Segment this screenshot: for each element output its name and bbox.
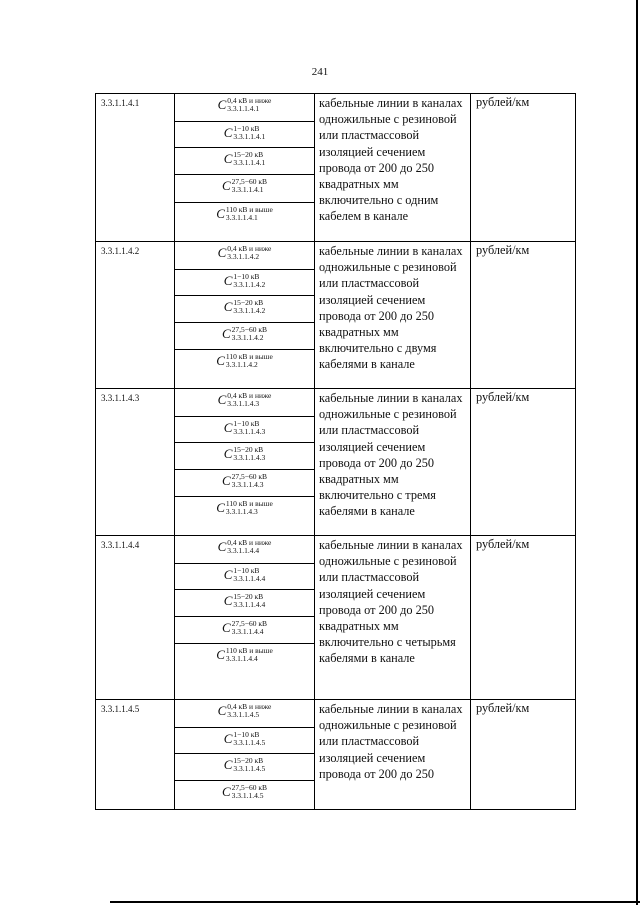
formula-symbol: C: [223, 420, 233, 435]
rate-formula: [175, 97, 314, 113]
formula-cell: [175, 270, 314, 296]
formula-voltage: 0,4 кВ и ниже: [227, 702, 272, 712]
formula-voltage: 15−20 кВ: [233, 592, 264, 602]
rate-formula: [175, 420, 314, 436]
formula-cell: [175, 203, 314, 241]
formula-voltage: 27,5−60 кВ: [231, 619, 268, 629]
rate-formula: [175, 392, 314, 408]
formula-voltage: 15−20 кВ: [233, 445, 264, 455]
formula-cell: [175, 323, 314, 350]
rate-formula: [175, 446, 314, 462]
formula-voltage: 27,5−60 кВ: [231, 783, 268, 793]
rate-formula: [175, 703, 314, 719]
formula-index: 3.3.1.1.4.1: [233, 158, 266, 168]
formula-cell: [175, 644, 314, 699]
formula-column: [175, 389, 315, 536]
formula-symbol: C: [221, 473, 231, 488]
formula-symbol: C: [217, 245, 227, 260]
formula-symbol: C: [217, 539, 227, 554]
formula-cell: [175, 122, 314, 148]
row-description: кабельные линии в каналах одножильные с резиновой или пластмассовой изоляцией сечением провода от 200 до 250 квадратных мм включительно с тремя кабелями в канале: [315, 389, 471, 536]
formula-index: 3.3.1.1.4.1: [227, 104, 260, 114]
formula-voltage: 0,4 кВ и ниже: [227, 538, 272, 548]
table-row: [96, 94, 576, 242]
formula-symbol: C: [216, 500, 225, 515]
formula-index: 3.3.1.1.4.1: [233, 132, 266, 142]
formula-cell: [175, 417, 314, 443]
table-row: [96, 700, 576, 810]
formula-index: 3.3.1.1.4.3: [233, 453, 266, 463]
row-code: 3.3.1.1.4.5: [96, 700, 175, 810]
rate-formula: [175, 567, 314, 583]
formula-cell: [175, 296, 314, 323]
formula-symbol: C: [217, 392, 227, 407]
formula-cell: [175, 781, 314, 809]
rate-formula: [175, 500, 314, 516]
page-number: 241: [311, 66, 329, 78]
row-unit: рублей/км: [471, 700, 576, 810]
formula-symbol: C: [223, 567, 233, 582]
formula-index: 3.3.1.1.4.2: [231, 333, 264, 343]
formula-index: 3.3.1.1.4.1: [231, 185, 264, 195]
formula-symbol: C: [223, 757, 233, 772]
row-unit: рублей/км: [471, 94, 576, 242]
formula-symbol: C: [223, 125, 233, 140]
formula-column: [175, 700, 315, 810]
formula-index: 3.3.1.1.4.2: [227, 252, 260, 262]
tariff-table: [95, 93, 576, 810]
row-code: 3.3.1.1.4.3: [96, 389, 175, 536]
formula-cell: [175, 536, 314, 564]
formula-cell: [175, 590, 314, 617]
formula-symbol: C: [217, 703, 227, 718]
formula-symbol: C: [223, 273, 233, 288]
formula-index: 3.3.1.1.4.3: [227, 399, 260, 409]
row-unit: рублей/км: [471, 389, 576, 536]
formula-voltage: 15−20 кВ: [233, 756, 264, 766]
rate-formula: [175, 299, 314, 315]
formula-symbol: C: [216, 647, 225, 662]
formula-voltage: 0,4 кВ и ниже: [227, 244, 272, 254]
formula-voltage: 110 кВ и выше: [225, 352, 273, 362]
formula-symbol: C: [223, 299, 233, 314]
row-code: 3.3.1.1.4.4: [96, 536, 175, 700]
formula-cell: [175, 175, 314, 203]
formula-cell: [175, 443, 314, 470]
formula-symbol: C: [216, 353, 225, 368]
rate-formula: [175, 206, 314, 222]
formula-index: 3.3.1.1.4.3: [233, 427, 266, 437]
formula-symbol: C: [223, 446, 233, 461]
formula-index: 3.3.1.1.4.2: [233, 280, 266, 290]
scan-edge-right: [636, 0, 638, 905]
formula-symbol: C: [223, 151, 233, 166]
rate-formula: [175, 620, 314, 636]
formula-voltage: 27,5−60 кВ: [231, 177, 268, 187]
formula-index: 3.3.1.1.4.5: [233, 764, 266, 774]
formula-index: 3.3.1.1.4.3: [231, 480, 264, 490]
formula-cell: [175, 242, 314, 270]
rate-formula: [175, 784, 314, 800]
formula-cell: [175, 617, 314, 644]
rate-formula: [175, 757, 314, 773]
formula-index: 3.3.1.1.4.2: [233, 306, 266, 316]
formula-symbol: C: [223, 593, 233, 608]
formula-symbol: C: [221, 326, 231, 341]
formula-symbol: C: [217, 97, 227, 112]
formula-cell: [175, 754, 314, 781]
formula-voltage: 27,5−60 кВ: [231, 325, 268, 335]
formula-index: 3.3.1.1.4.2: [225, 360, 258, 370]
formula-column: [175, 242, 315, 389]
rate-formula: [175, 647, 314, 663]
formula-voltage: 15−20 кВ: [233, 298, 264, 308]
rate-formula: [175, 151, 314, 167]
row-code: 3.3.1.1.4.1: [96, 94, 175, 242]
rate-formula: [175, 273, 314, 289]
formula-cell: [175, 497, 314, 535]
formula-column: [175, 94, 315, 242]
formula-voltage: 110 кВ и выше: [225, 646, 273, 656]
formula-cell: [175, 148, 314, 175]
formula-cell: [175, 728, 314, 754]
scan-edge-bottom: [110, 901, 640, 903]
rate-formula: [175, 178, 314, 194]
formula-voltage: 1−10 кВ: [233, 124, 260, 134]
rate-formula: [175, 731, 314, 747]
rate-formula: [175, 125, 314, 141]
tariff-table-body: [96, 94, 576, 810]
formula-index: 3.3.1.1.4.5: [231, 791, 264, 801]
formula-symbol: C: [221, 784, 231, 799]
formula-voltage: 1−10 кВ: [233, 272, 260, 282]
formula-index: 3.3.1.1.4.4: [233, 600, 266, 610]
rate-formula: [175, 326, 314, 342]
row-description: кабельные линии в каналах одножильные с резиновой или пластмассовой изоляцией сечением провода от 200 до 250 квадратных мм включительно с четырьмя кабелями в канале: [315, 536, 471, 700]
formula-cell: [175, 700, 314, 728]
formula-symbol: C: [221, 620, 231, 635]
formula-cell: [175, 350, 314, 388]
formula-voltage: 1−10 кВ: [233, 566, 260, 576]
formula-symbol: C: [223, 731, 233, 746]
formula-index: 3.3.1.1.4.4: [233, 574, 266, 584]
formula-voltage: 110 кВ и выше: [225, 205, 273, 215]
formula-index: 3.3.1.1.4.3: [225, 507, 258, 517]
rate-formula: [175, 593, 314, 609]
formula-symbol: C: [221, 178, 231, 193]
formula-index: 3.3.1.1.4.5: [233, 738, 266, 748]
row-description: кабельные линии в каналах одножильные с резиновой или пластмассовой изоляцией сечением провода от 200 до 250: [315, 700, 471, 810]
table-row: [96, 536, 576, 700]
rate-formula: [175, 353, 314, 369]
formula-cell: [175, 564, 314, 590]
row-code: 3.3.1.1.4.2: [96, 242, 175, 389]
table-row: [96, 389, 576, 536]
formula-cell: [175, 94, 314, 122]
formula-voltage: 15−20 кВ: [233, 150, 264, 160]
formula-symbol: C: [216, 206, 225, 221]
row-description: кабельные линии в каналах одножильные с резиновой или пластмассовой изоляцией сечением провода от 200 до 250 квадратных мм включительно с двумя кабелями в канале: [315, 242, 471, 389]
formula-cell: [175, 470, 314, 497]
table-row: [96, 242, 576, 389]
formula-voltage: 1−10 кВ: [233, 730, 260, 740]
formula-voltage: 0,4 кВ и ниже: [227, 391, 272, 401]
rate-formula: [175, 473, 314, 489]
row-unit: рублей/км: [471, 242, 576, 389]
row-description: кабельные линии в каналах одножильные с резиновой или пластмассовой изоляцией сечением провода от 200 до 250 квадратных мм включительно с одним кабелем в канале: [315, 94, 471, 242]
formula-index: 3.3.1.1.4.4: [227, 546, 260, 556]
formula-index: 3.3.1.1.4.5: [227, 710, 260, 720]
row-unit: рублей/км: [471, 536, 576, 700]
formula-index: 3.3.1.1.4.4: [231, 627, 264, 637]
formula-voltage: 27,5−60 кВ: [231, 472, 268, 482]
rate-formula: [175, 245, 314, 261]
formula-index: 3.3.1.1.4.1: [225, 213, 258, 223]
formula-cell: [175, 389, 314, 417]
formula-voltage: 110 кВ и выше: [225, 499, 273, 509]
rate-formula: [175, 539, 314, 555]
formula-index: 3.3.1.1.4.4: [225, 654, 258, 664]
formula-voltage: 1−10 кВ: [233, 419, 260, 429]
formula-column: [175, 536, 315, 700]
formula-voltage: 0,4 кВ и ниже: [227, 96, 272, 106]
